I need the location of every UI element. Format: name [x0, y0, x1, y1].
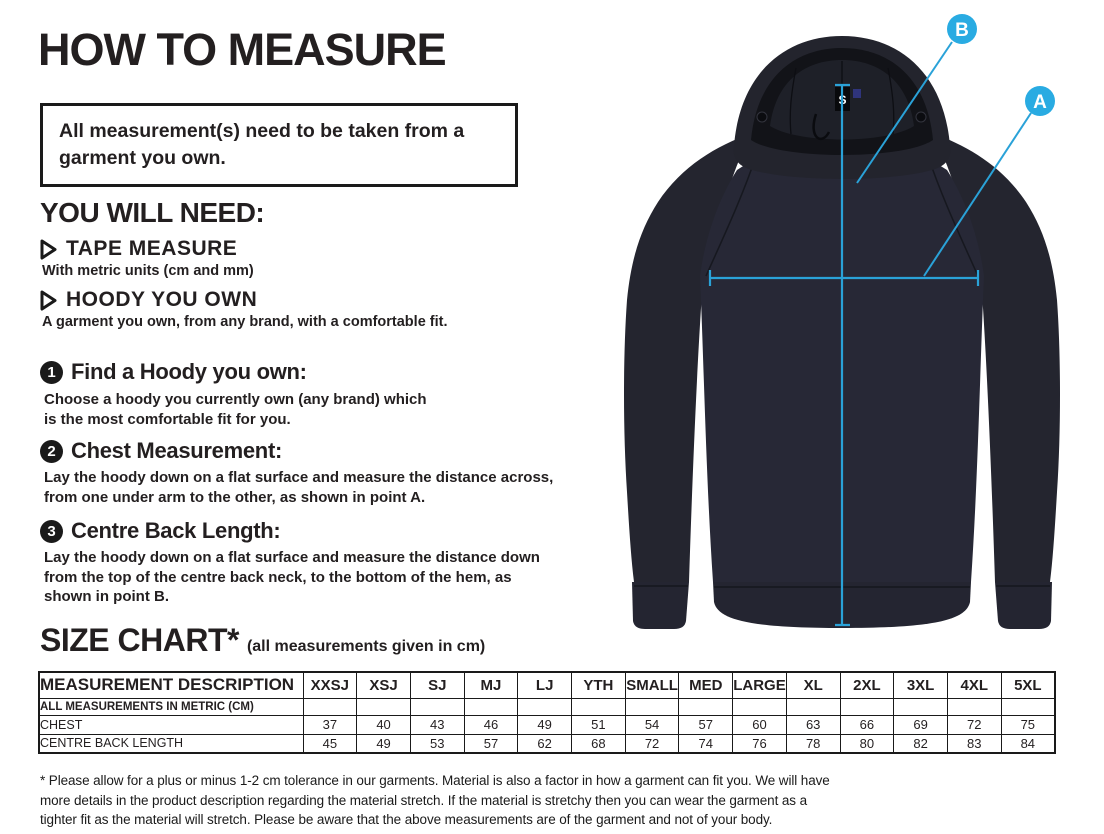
hoody-measurement-diagram — [594, 8, 1104, 653]
footnote-line: more details in the product description regarding the material stretch. If the material is stretchy then you can wear the garment as a — [40, 792, 807, 808]
table-value-cell: 80 — [840, 734, 894, 753]
triangle-bullet-icon — [40, 239, 57, 260]
table-value-cell: 66 — [840, 715, 894, 734]
marker-b-label: B — [955, 20, 969, 41]
table-value-cell: 60 — [733, 715, 787, 734]
size-tag — [853, 89, 861, 98]
step-2-body — [44, 468, 553, 507]
table-empty-cell — [840, 698, 894, 715]
table-header-size: XL — [786, 672, 840, 698]
need-item-tape-measure — [40, 237, 237, 261]
need-item-description: With metric units (cm and mm) — [42, 263, 254, 279]
table-header-size: XXSJ — [303, 672, 357, 698]
table-row-label: CHEST — [39, 715, 303, 734]
step-body-line: is the most comfortable fit for you. — [44, 410, 291, 428]
table-value-cell: 57 — [464, 734, 518, 753]
need-item-label: TAPE MEASURE — [66, 237, 238, 260]
table-value-cell: 72 — [947, 715, 1001, 734]
table-header-size: YTH — [572, 672, 626, 698]
table-row-label: CENTRE BACK LENGTH — [39, 734, 303, 753]
step-3-body — [44, 548, 540, 607]
table-empty-cell — [733, 698, 787, 715]
table-value-cell: 84 — [1001, 734, 1055, 753]
table-value-cell: 82 — [894, 734, 948, 753]
marker-a-label: A — [1033, 92, 1047, 113]
step-3-heading — [40, 518, 280, 544]
step-number-badge: 2 — [40, 440, 63, 463]
table-header-size: LARGE — [733, 672, 787, 698]
table-empty-cell — [947, 698, 1001, 715]
table-empty-cell — [518, 698, 572, 715]
table-header-size: 3XL — [894, 672, 948, 698]
table-empty-cell — [679, 698, 733, 715]
table-metric-note: ALL MEASUREMENTS IN METRIC (CM) — [39, 698, 303, 715]
triangle-bullet-icon — [40, 290, 57, 311]
step-body-line: shown in point B. — [44, 588, 169, 605]
table-empty-cell — [303, 698, 357, 715]
table-empty-cell — [410, 698, 464, 715]
table-value-cell: 75 — [1001, 715, 1055, 734]
table-value-cell: 51 — [572, 715, 626, 734]
table-value-cell: 43 — [410, 715, 464, 734]
footnote-line: tighter fit as the material will stretch. Please be aware that the above measurements are of the garment and not of your body. — [40, 812, 773, 827]
right-cuff — [995, 582, 1052, 629]
page-title: HOW TO MEASURE — [38, 24, 446, 75]
table-value-cell: 57 — [679, 715, 733, 734]
step-body-line: from one under arm to the other, as shown in point A. — [44, 488, 426, 506]
left-cuff — [632, 582, 689, 629]
table-value-cell: 78 — [786, 734, 840, 753]
step-number-badge: 3 — [40, 520, 63, 543]
brand-logo: S — [838, 93, 847, 107]
step-body-line: Lay the hoody down on a flat surface and measure the distance down — [44, 549, 540, 566]
step-body-line: from the top of the centre back neck, to the bottom of the hem, as — [44, 568, 512, 586]
need-item-description: A garment you own, from any brand, with a comfortable fit. — [42, 314, 448, 330]
table-empty-cell — [1001, 698, 1055, 715]
table-header-description: MEASUREMENT DESCRIPTION — [39, 672, 303, 698]
table-empty-cell — [572, 698, 626, 715]
footnote — [40, 771, 830, 830]
footnote-line: * Please allow for a plus or minus 1-2 cm tolerance in our garments. Material is also a factor in how a garment can fit you. We will have — [40, 773, 830, 788]
table-empty-cell — [786, 698, 840, 715]
table-value-cell: 74 — [679, 734, 733, 753]
table-empty-cell — [625, 698, 679, 715]
size-chart-title: SIZE CHART* — [40, 622, 239, 658]
table-value-cell: 68 — [572, 734, 626, 753]
size-chart-subtitle: (all measurements given in cm) — [246, 638, 486, 655]
step-title: Chest Measurement: — [71, 438, 282, 463]
drawcord-toggle — [757, 112, 767, 122]
table-value-cell: 76 — [733, 734, 787, 753]
need-item-label: HOODY YOU OWN — [66, 288, 258, 311]
table-header-size: 2XL — [840, 672, 894, 698]
table-value-cell: 69 — [894, 715, 948, 734]
notice-text: All measurement(s) need to be taken from a garment you own. — [59, 120, 465, 169]
you-will-need-heading: YOU WILL NEED: — [40, 197, 265, 228]
step-1-body — [44, 390, 427, 429]
table-value-cell: 49 — [518, 715, 572, 734]
table-value-cell: 63 — [786, 715, 840, 734]
table-empty-cell — [464, 698, 518, 715]
table-header-size: 5XL — [1001, 672, 1055, 698]
need-item-hoody — [40, 288, 257, 312]
table-value-cell: 45 — [303, 734, 357, 753]
table-value-cell: 72 — [625, 734, 679, 753]
table-header-size: SJ — [410, 672, 464, 698]
step-2-heading — [40, 438, 282, 464]
table-header-size: MJ — [464, 672, 518, 698]
table-value-cell: 49 — [357, 734, 411, 753]
size-chart-heading — [40, 622, 485, 659]
table-header-size: LJ — [518, 672, 572, 698]
table-value-cell: 37 — [303, 715, 357, 734]
table-header-size: 4XL — [947, 672, 1001, 698]
table-empty-cell — [357, 698, 411, 715]
table-header-size: SMALL — [625, 672, 679, 698]
table-empty-cell — [894, 698, 948, 715]
step-1-heading — [40, 359, 307, 385]
step-body-line: Choose a hoody you currently own (any brand) which — [44, 391, 427, 408]
table-header-size: XSJ — [357, 672, 411, 698]
step-body-line: Lay the hoody down on a flat surface and measure the distance across, — [44, 469, 554, 486]
size-chart-table — [38, 671, 1056, 754]
drawcord-toggle — [916, 112, 926, 122]
notice-box — [40, 103, 518, 187]
table-value-cell: 54 — [625, 715, 679, 734]
table-value-cell: 46 — [464, 715, 518, 734]
table-value-cell: 62 — [518, 734, 572, 753]
table-header-size: MED — [679, 672, 733, 698]
table-value-cell: 40 — [357, 715, 411, 734]
table-value-cell: 83 — [947, 734, 1001, 753]
table-value-cell: 53 — [410, 734, 464, 753]
step-title: Find a Hoody you own: — [71, 359, 307, 384]
step-number-badge: 1 — [40, 361, 63, 384]
step-title: Centre Back Length: — [71, 518, 281, 543]
